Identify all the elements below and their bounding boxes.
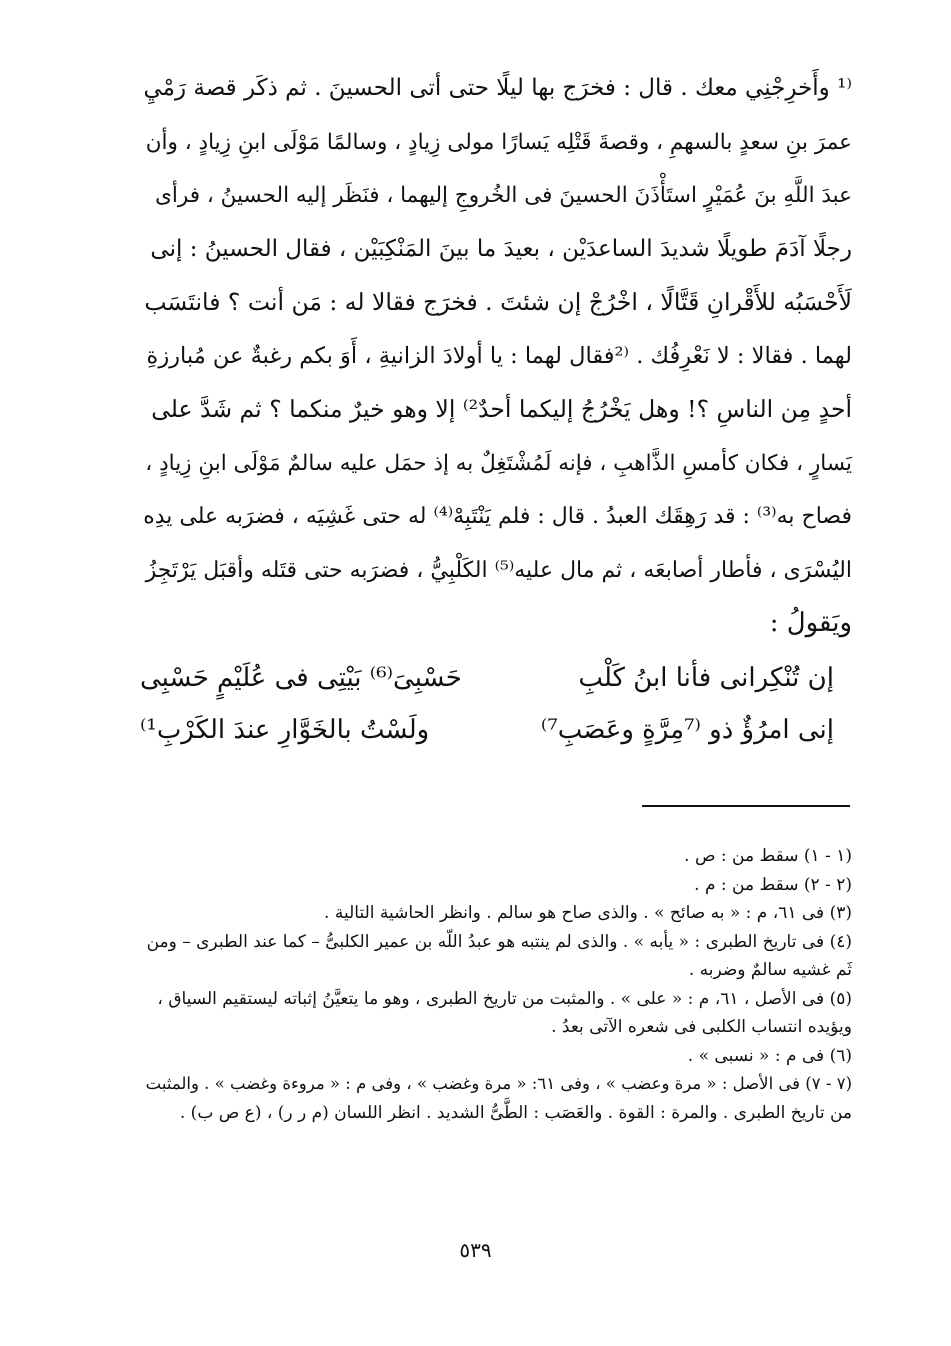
footnote-line: من تاريخ الطبرى . والمرة : القوة . والعَصَب : الطَّىُّ الشديد . انظر اللسان (م ر ر) ، (ع ص ب) . (179, 1102, 852, 1123)
footnote-line: ثَم غشيه سالمٌ وضربه . (688, 960, 852, 980)
verse-line (140, 704, 852, 756)
verse-second-hemistich: حَسْبِىَ⁽⁶⁾ بَيْتِى فى عُلَيْمٍ حَسْبِى (140, 663, 462, 693)
page-number: ٥٣٩ (459, 1238, 492, 1262)
footnote (140, 842, 852, 871)
footnote (140, 871, 852, 900)
footnote-separator (642, 805, 850, 807)
main-text (140, 62, 852, 651)
text-line: رجلًا آدَمَ طويلًا شديدَ الساعدَيْن ، بعيدَ ما بينَ المَنْكِبَيْن ، فقال الحسينُ : إنى (150, 235, 852, 262)
verse-first-hemistich: إنى امرُؤٌ ذو ⁽⁷مِرَّةٍ وعَصَبِ⁷⁾ (540, 715, 834, 745)
footnote-line: (٢ - ٢) سقط من : م . (694, 874, 852, 895)
footnote (140, 1042, 852, 1071)
text-line: أحدٍ مِن الناسِ ؟! وهل يَخْرُجُ إليكما أحدٌ²⁾ إلا وهو خيرٌ منكما ؟ ثم شَدَّ على (151, 395, 852, 423)
text-line: عمرَ بنِ سعدٍ بالسهمِ ، وقصةَ قَتْلِه يَسارًا مولى زِيادٍ ، وسالمًا مَوْلَى ابنِ زِيادٍ ، وأن (145, 129, 852, 155)
footnote-line: ويؤيده انتساب الكلبى فى شعره الآتى بعدُ . (551, 1017, 852, 1037)
footnotes (140, 842, 852, 1127)
footnote (140, 1070, 852, 1127)
verse-second-hemistich: ولَسْتُ بالخَوَّارِ عندَ الكَرْبِ¹⁾ (140, 715, 430, 745)
footnote-line: (٦) فى م : « نسبى » . (687, 1045, 852, 1066)
text-line: لَأَحْسَبُه للأَقْرانِ قَتَّالًا ، اخْرُجْ إن شئتَ . فخرَج فقالا له : مَن أنت ؟ فانتَسَب (144, 288, 852, 316)
text-line: لهما . فقالا : لا نَعْرِفُك . ⁽²فقال لهما : يا أولادَ الزانيةِ ، أَوَ بكم رغبةٌ عن مُبارزةِ (146, 342, 852, 369)
text-line: ويَقولُ : (769, 608, 852, 638)
footnote (140, 928, 852, 985)
text-line: عبدَ اللَّهِ بنَ عُمَيْرٍ استَأْذَنَ الحسينَ فى الخُروجِ إليهما ، فنَظَر إليه الحسينُ ، فرأى (155, 183, 852, 208)
footnote-line: (١ - ١) سقط من : ص . (684, 846, 852, 866)
footnote (140, 985, 852, 1042)
footnote (140, 899, 852, 928)
footnote-line: (٧ - ٧) فى الأصل : « مرة وعضب » ، وفى ٦١: « مرة وغضب » ، وفى م : « مروءة وغضب » . والمثبت (145, 1074, 852, 1093)
text-line: يَسارٍ ، فكان كأمسِ الذَّاهبِ ، فإنه لَمُشْتَغِلٌ به إذ حمَل عليه سالمٌ مَوْلَى ابنِ زِيادٍ ، (145, 450, 852, 476)
footnote-line: (٥) فى الأصل ، ٦١، م : « على » . والمثبت من تاريخ الطبرى ، وهو ما يتعيَّنُ إثباته ليستقيم السياق ، (157, 988, 852, 1009)
text-line: ⁽¹ وأَخرِجْنِي معك . قال : فخرَج بها ليلًا حتى أتى الحسينَ . ثم ذكَر قصة رَمْيِ (143, 75, 852, 101)
poem-verses (140, 652, 852, 756)
footnote-line: (٤) فى تاريخ الطبرى : « يأبه » . والذى لم ينتبه هو عبدُ اللّه بن عمير الكلبىُّ – كما عند الطبرى – ومن (146, 931, 852, 952)
text-line: فصاح به⁽³⁾ : قد رَهِقَك العبدُ . قال : فلم يَنْتَبِهْ⁽⁴⁾ له حتى غَشِيَه ، فضرَبه على يدِه (143, 504, 852, 529)
footnote-line: (٣) فى ٦١، م : « به صائح » . والذى صاح هو سالم . وانظر الحاشية التالية . (324, 903, 852, 923)
verse-first-hemistich: إن تُنْكِرانى فأنا ابنُ كَلْبِ (578, 663, 834, 693)
verse-line (140, 652, 852, 704)
text-line: اليُسْرَى ، فأطار أصابعَه ، ثم مال عليه⁽⁵⁾ الكَلْبِيُّ ، فضرَبه حتى قتَله وأقبَل يَرْتَجِزُ (145, 557, 852, 583)
